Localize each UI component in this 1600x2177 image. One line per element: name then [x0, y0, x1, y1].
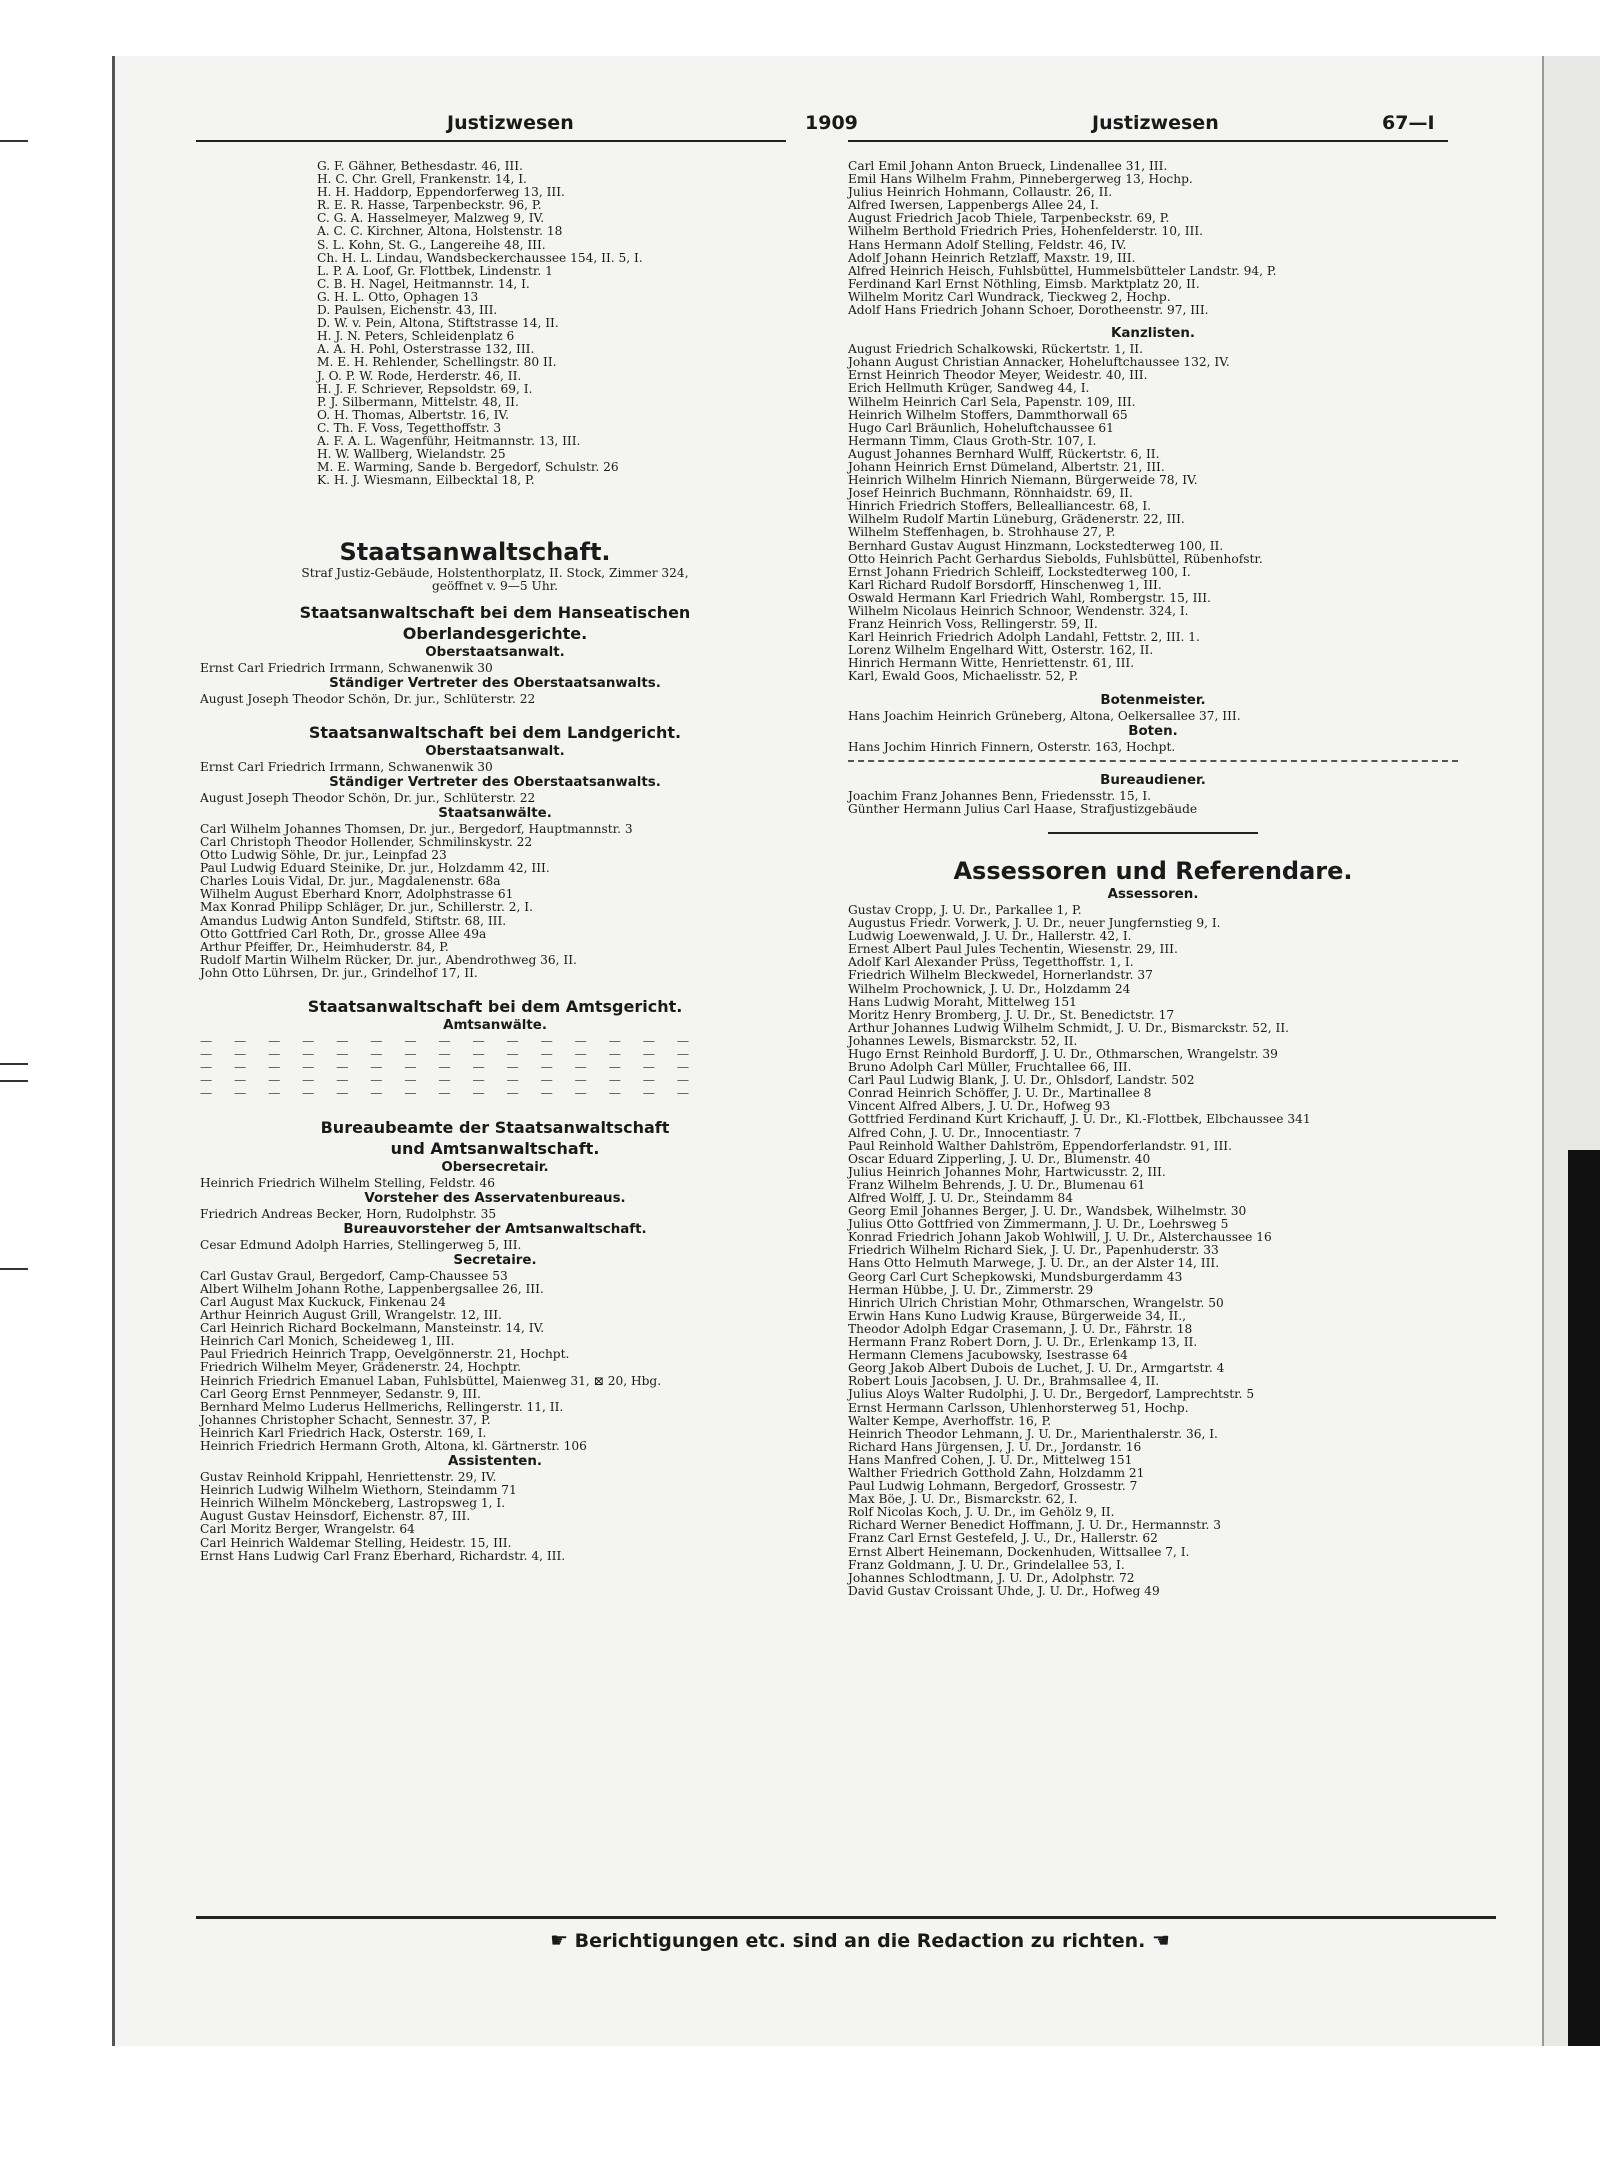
list-item: August Friedrich Schalkowski, Rückertstr. 1, II. [848, 342, 1143, 357]
list-item: Otto Gottfried Carl Roth, Dr., grosse Allee 49a [200, 926, 487, 941]
list-item: H. J. N. Peters, Schleidenplatz 6 [317, 329, 515, 344]
list-item: Heinrich Wilhelm Hinrich Niemann, Bürgerweide 78, IV. [848, 473, 1198, 488]
list-item: Otto Heinrich Pacht Gerhardus Siebolds, Fuhlsbüttel, Rübenhofstr. [848, 551, 1263, 566]
list-item: Ferdinand Karl Ernst Nöthling, Eimsb. Marktplatz 20, II. [848, 276, 1200, 291]
list-item: Ernst Johann Friedrich Schleiff, Lockstedterweg 100, I. [848, 564, 1191, 579]
list-item: Ernst Hans Ludwig Carl Franz Eberhard, Richardstr. 4, III. [200, 1548, 566, 1563]
left-column [200, 160, 790, 1563]
list-item: K. H. J. Wiesmann, Eilbecktal 18, P. [317, 473, 535, 488]
list-item: Franz Carl Ernst Gestefeld, J. U., Dr., Hallerstr. 62 [848, 1531, 1158, 1546]
list-item: Heinrich Friedrich Hermann Groth, Altona, kl. Gärtnerstr. 106 [200, 1439, 587, 1453]
list-item: Hans Joachim Heinrich Grüneberg, Altona, Oelkersallee 37, III. [848, 708, 1241, 723]
assistenten-list [200, 1471, 790, 1563]
list-item: Augustus Friedr. Vorwerk, J. U. Dr., neuer Jungfernstieg 9, I. [848, 916, 1221, 931]
dashed-divider [848, 760, 1458, 762]
list-item: A. F. A. L. Wagenführ, Heitmannstr. 13, III. [317, 433, 581, 448]
list-item: Paul Ludwig Eduard Steinike, Dr. jur., Holzdamm 42, III. [200, 861, 550, 876]
list-item: Wilhelm Rudolf Martin Lüneburg, Grädenerstr. 22, III. [848, 512, 1185, 527]
heading-staatsanwaelte: Staatsanwälte. [438, 805, 552, 821]
list-item: Ludwig Loewenwald, J. U. Dr., Hallerstr. 42, I. [848, 929, 1132, 944]
list-item: C. G. A. Hasselmeyer, Malzweg 9, IV. [317, 211, 545, 226]
list-item: H. H. Haddorp, Eppendorferweg 13, III. [317, 185, 565, 200]
list-item: M. E. Warming, Sande b. Bergedorf, Schulstr. 26 [317, 460, 619, 475]
list-item: Julius Otto Gottfried von Zimmermann, J. U. Dr., Loehrsweg 5 [848, 1217, 1229, 1232]
list-item: Adolf Johann Heinrich Retzlaff, Maxstr. 19, III. [848, 250, 1136, 265]
heading-amtsanwaelte: Amtsanwälte. [443, 1018, 547, 1034]
list-item: Wilhelm Berthold Friedrich Pries, Hohenfelderstr. 10, III. [848, 224, 1204, 239]
list-item: Hinrich Ulrich Christian Mohr, Othmarschen, Wrangelstr. 50 [848, 1295, 1224, 1310]
list-item: Paul Friedrich Heinrich Trapp, Oevelgönnerstr. 21, Hochpt. [200, 1347, 570, 1362]
list-item: Georg Emil Johannes Berger, J. U. Dr., Wandsbek, Wilhelmstr. 30 [848, 1204, 1247, 1219]
list-item: Hans Manfred Cohen, J. U. Dr., Mittelweg 151 [848, 1452, 1133, 1467]
list-item: Alfred Iwersen, Lappenbergs Allee 24, I. [848, 198, 1099, 213]
placeholder-row: — — — — — — — — — — — — — — — [200, 1073, 699, 1088]
header-left-title: Justizwesen [447, 112, 574, 134]
list-item: Ernst Hermann Carlsson, Uhlenhorsterweg 51, Hochp. [848, 1400, 1189, 1415]
section-title-staatsanwaltschaft: Staatsanwaltschaft. [339, 538, 611, 567]
left-top-list [200, 160, 790, 487]
list-item: Bruno Adolph Carl Müller, Fruchtallee 66, III. [848, 1060, 1132, 1075]
list-item: M. E. H. Rehlender, Schellingstr. 80 II. [317, 355, 557, 370]
header-rule-left [196, 140, 786, 142]
list-item: Johannes Lewels, Bismarckstr. 52, II. [848, 1033, 1078, 1048]
heading-botenmeister: Botenmeister. [1100, 692, 1206, 708]
list-item: August Friedrich Jacob Thiele, Tarpenbeckstr. 69, P. [848, 211, 1170, 226]
list-item: Carl Emil Johann Anton Brueck, Lindenallee 31, III. [848, 159, 1168, 173]
office-hours: geöffnet v. 9—5 Uhr. [431, 579, 559, 594]
subsection-title-oberlandesgericht-2: Oberlandesgerichte. [402, 623, 588, 643]
list-item: Charles Louis Vidal, Dr. jur., Magdalenenstr. 68a [200, 874, 501, 889]
list-item: Carl Georg Ernst Pennmeyer, Sedanstr. 9, III. [200, 1386, 481, 1401]
assessoren-list [848, 904, 1458, 1598]
list-item: Wilhelm Prochownick, J. U. Dr., Holzdamm 24 [848, 981, 1131, 996]
list-item: Arthur Pfeiffer, Dr., Heimhuderstr. 84, P. [200, 939, 449, 954]
list-item: Ernest Albert Paul Jules Techentin, Wiesenstr. 29, III. [848, 942, 1178, 957]
footer-notice [480, 1928, 1240, 1952]
list-item: Hans Ludwig Moraht, Mittelweg 151 [848, 994, 1077, 1009]
header-right-title: Justizwesen [1092, 112, 1219, 134]
list-item: G. F. Gähner, Bethesdastr. 46, III. [317, 159, 523, 173]
list-item: August Johannes Bernhard Wulff, Rückertstr. 6, II. [848, 446, 1160, 461]
list-item: Heinrich Wilhelm Stoffers, Dammthorwall 65 [848, 407, 1128, 422]
header-page-number: 67—I [1382, 112, 1435, 134]
list-item: Karl Heinrich Friedrich Adolph Landahl, Fettstr. 2, III. 1. [848, 630, 1200, 645]
scan-margin-top [0, 0, 1600, 56]
subsection-title-bureaubeamte-2: und Amtsanwaltschaft. [390, 1138, 600, 1158]
heading-assistenten: Assistenten. [448, 1454, 542, 1470]
list-item: Franz Heinrich Voss, Rellingerstr. 59, II. [848, 617, 1098, 632]
list-item: Julius Heinrich Hohmann, Collaustr. 26, II. [848, 185, 1113, 200]
footer-rule [196, 1916, 1496, 1919]
list-item: Karl Richard Rudolf Borsdorff, Hinschenweg 1, III. [848, 577, 1162, 592]
list-item: Heinrich Karl Friedrich Hack, Osterstr. 169, I. [200, 1425, 487, 1440]
list-item: Hugo Ernst Reinhold Burdorff, J. U. Dr., Othmarschen, Wrangelstr. 39 [848, 1046, 1278, 1061]
list-item: Richard Werner Benedict Hoffmann, J. U. Dr., Hermannstr. 3 [848, 1518, 1222, 1533]
edge-mark [0, 1063, 28, 1065]
list-item: Johannes Christopher Schacht, Sennestr. 37, P. [200, 1412, 491, 1427]
pointing-hand-left-icon: ☚ [1151, 1928, 1170, 1952]
list-item: Conrad Heinrich Schöffer, J. U. Dr., Martinallee 8 [848, 1086, 1152, 1101]
subsection-title-oberlandesgericht: Staatsanwaltschaft bei dem Hanseatischen [299, 602, 691, 622]
placeholder-row: — — — — — — — — — — — — — — — [200, 1034, 699, 1049]
heading-bureaudiener: Bureaudiener. [1100, 772, 1206, 788]
list-item: Carl August Max Kuckuck, Finkenau 24 [200, 1294, 446, 1309]
list-item: Hans Jochim Hinrich Finnern, Osterstr. 163, Hochpt. [848, 739, 1176, 754]
list-item: R. E. R. Hasse, Tarpenbeckstr. 96, P. [317, 198, 542, 213]
pointing-hand-right-icon: ☛ [550, 1928, 569, 1952]
list-item: Wilhelm Nicolaus Heinrich Schnoor, Wendenstr. 324, I. [848, 604, 1189, 618]
list-item: Hermann Clemens Jacubowsky, Isestrasse 64 [848, 1348, 1128, 1363]
list-item: Konrad Friedrich Johann Jakob Wohlwill, J. U. Dr., Alsterchaussee 16 [848, 1230, 1272, 1245]
list-item: H. W. Wallberg, Wielandstr. 25 [317, 447, 506, 462]
list-item: Herman Hübbe, J. U. Dr., Zimmerstr. 29 [848, 1282, 1094, 1297]
list-item: Rolf Nicolas Koch, J. U. Dr., im Gehölz 9, II. [848, 1505, 1115, 1520]
office-address: Straf Justiz-Gebäude, Holstenthorplatz, II. Stock, Zimmer 324, [301, 566, 689, 581]
list-item: Wilhelm Moritz Carl Wundrack, Tieckweg 2, Hochp. [848, 289, 1171, 304]
list-item: Julius Heinrich Johannes Mohr, Hartwicusstr. 2, III. [848, 1164, 1166, 1179]
list-item: Heinrich Wilhelm Mönckeberg, Lastropsweg 1, I. [200, 1496, 506, 1511]
heading-vertreter: Ständiger Vertreter des Oberstaatsanwalts. [329, 774, 661, 790]
list-item: Carl Heinrich Richard Bockelmann, Mansteinstr. 14, IV. [200, 1321, 545, 1336]
placeholder-row: — — — — — — — — — — — — — — — [200, 1086, 699, 1101]
list-item: Hermann Timm, Claus Groth-Str. 107, I. [848, 433, 1097, 448]
list-item: Amandus Ludwig Anton Sundfeld, Stiftstr. 68, III. [200, 913, 507, 928]
list-item: D. W. v. Pein, Altona, Stiftstrasse 14, II. [317, 316, 559, 331]
subsection-title-landgericht: Staatsanwaltschaft bei dem Landgericht. [308, 722, 682, 742]
list-item: Gottfried Ferdinand Kurt Krichauff, J. U. Dr., Kl.-Flottbek, Elbchaussee 341 [848, 1112, 1311, 1127]
list-item: Karl, Ewald Goos, Michaelisstr. 52, P. [848, 669, 1079, 684]
header-year: 1909 [805, 112, 858, 134]
list-item: Walther Friedrich Gotthold Zahn, Holzdamm 21 [848, 1465, 1145, 1480]
list-item: Erich Hellmuth Krüger, Sandweg 44, I. [848, 381, 1090, 396]
list-item: Hermann Franz Robert Dorn, J. U. Dr., Erlenkamp 13, II. [848, 1335, 1198, 1350]
list-item: Heinrich Friedrich Emanuel Laban, Fuhlsbüttel, Maienweg 31, ⊠ 20, Hbg. [200, 1373, 662, 1388]
list-item: O. H. Thomas, Albertstr. 16, IV. [317, 407, 509, 422]
heading-bureauvorsteher: Bureauvorsteher der Amtsanwaltschaft. [343, 1221, 647, 1237]
list-item: Gustav Reinhold Krippahl, Henriettenstr. 29, IV. [200, 1470, 497, 1485]
list-item: Franz Wilhelm Behrends, J. U. Dr., Blumenau 61 [848, 1177, 1146, 1192]
list-item: Vincent Alfred Albers, J. U. Dr., Hofweg 93 [848, 1099, 1111, 1114]
placeholder-row: — — — — — — — — — — — — — — — [200, 1060, 699, 1075]
list-item: Paul Reinhold Walther Dahlström, Eppendorferlandstr. 91, III. [848, 1138, 1232, 1153]
list-item: Walter Kempe, Averhoffstr. 16, P. [848, 1413, 1052, 1428]
list-item: Friedrich Andreas Becker, Horn, Rudolphstr. 35 [200, 1206, 497, 1221]
list-item: Carl Christoph Theodor Hollender, Schmilinskystr. 22 [200, 835, 533, 849]
list-item: Erwin Hans Kuno Ludwig Krause, Bürgerweide 34, II., [848, 1308, 1186, 1323]
list-item: Hinrich Friedrich Stoffers, Bellealliancestr. 68, I. [848, 499, 1152, 514]
list-item: G. H. L. Otto, Ophagen 13 [317, 289, 479, 304]
list-item: Gustav Cropp, J. U. Dr., Parkallee 1, P. [848, 902, 1082, 917]
footer-text: Berichtigungen etc. sind an die Redaction zu richten. [574, 1930, 1146, 1952]
list-item: A. C. C. Kirchner, Altona, Holstenstr. 18 [317, 224, 563, 239]
list-item: Friedrich Wilhelm Bleckwedel, Hornerlandstr. 37 [848, 968, 1153, 983]
heading-assessoren: Assessoren. [1107, 886, 1199, 902]
heading-secretaire: Secretaire. [453, 1252, 537, 1268]
list-item: Georg Carl Curt Schepkowski, Mundsburgerdamm 43 [848, 1269, 1183, 1284]
heading-vorsteher: Vorsteher des Asservatenbureaus. [364, 1190, 626, 1206]
list-item: S. L. Kohn, St. G., Langereihe 48, III. [317, 237, 546, 252]
list-item: Carl Moritz Berger, Wrangelstr. 64 [200, 1522, 415, 1537]
list-item: H. C. Chr. Grell, Frankenstr. 14, I. [317, 172, 527, 187]
list-item: Ernst Carl Friedrich Irrmann, Schwanenwik 30 [200, 759, 493, 774]
list-item: Joachim Franz Johannes Benn, Friedensstr. 15, I. [848, 788, 1152, 803]
list-item: Bernhard Gustav August Hinzmann, Lockstedterweg 100, II. [848, 538, 1224, 553]
list-item: Rudolf Martin Wilhelm Rücker, Dr. jur., Abendrothweg 36, II. [200, 952, 577, 967]
list-item: Adolf Karl Alexander Prüss, Tegetthoffstr. 1, I. [848, 955, 1134, 970]
list-item: Julius Aloys Walter Rudolphi, J. U. Dr., Bergedorf, Lamprechtstr. 5 [848, 1387, 1255, 1402]
list-item: Alfred Heinrich Heisch, Fuhlsbüttel, Hummelsbütteler Landstr. 94, P. [848, 263, 1277, 278]
list-item: Otto Ludwig Söhle, Dr. jur., Leinpfad 23 [200, 848, 447, 863]
edge-mark [0, 140, 28, 142]
list-item: Ernst Heinrich Theodor Meyer, Weidestr. 40, III. [848, 368, 1148, 383]
heading-boten: Boten. [1128, 723, 1178, 739]
list-item: Moritz Henry Bromberg, J. U. Dr., St. Benedictstr. 17 [848, 1007, 1175, 1022]
list-item: Emil Hans Wilhelm Frahm, Pinnebergerweg 13, Hochp. [848, 172, 1193, 187]
list-item: Georg Jakob Albert Dubois de Luchet, J. U. Dr., Armgartstr. 4 [848, 1361, 1225, 1376]
list-item: C. B. H. Nagel, Heitmannstr. 14, I. [317, 276, 530, 291]
list-item: Hinrich Hermann Witte, Henriettenstr. 61, III. [848, 656, 1135, 671]
section-divider [1048, 832, 1258, 834]
list-item: Paul Ludwig Lohmann, Bergedorf, Grossestr. 7 [848, 1479, 1138, 1494]
staatsanwaelte-list [200, 823, 790, 980]
list-item: Heinrich Ludwig Wilhelm Wiethorn, Steindamm 71 [200, 1483, 517, 1498]
list-item: Bernhard Melmo Luderus Hellmerichs, Rellingerstr. 11, II. [200, 1399, 564, 1414]
list-item: Johann Heinrich Ernst Dümeland, Albertstr. 21, III. [848, 459, 1165, 474]
edge-mark [0, 1268, 28, 1270]
list-item: Carl Heinrich Waldemar Stelling, Heidestr. 15, III. [200, 1535, 512, 1550]
subsection-title-bureaubeamte: Bureaubeamte der Staatsanwaltschaft [320, 1117, 670, 1137]
list-item: Johannes Schlodtmann, J. U. Dr., Adolphstr. 72 [848, 1570, 1135, 1585]
list-item: Albert Wilhelm Johann Rothe, Lappenbergsallee 26, III. [200, 1281, 544, 1296]
vacant-placeholder-rows [200, 1035, 790, 1100]
list-item: C. Th. F. Voss, Tegetthoffstr. 3 [317, 420, 502, 435]
section-title-assessoren: Assessoren und Referendare. [953, 856, 1353, 885]
header-rule-right [848, 140, 1448, 142]
right-top-list [848, 160, 1458, 317]
list-item: Ernst Carl Friedrich Irrmann, Schwanenwik 30 [200, 660, 493, 675]
list-item: Wilhelm August Eberhard Knorr, Adolphstrasse 61 [200, 887, 514, 902]
heading-oberstaatsanwalt: Oberstaatsanwalt. [425, 743, 565, 759]
list-item: Ch. H. L. Lindau, Wandsbeckerchaussee 154, II. 5, I. [317, 250, 643, 265]
right-column [848, 160, 1458, 1598]
scan-margin-bottom [0, 2046, 1600, 2177]
list-item: Hans Hermann Adolf Stelling, Feldstr. 46, IV. [848, 237, 1127, 252]
list-item: L. P. A. Loof, Gr. Flottbek, Lindenstr. 1 [317, 263, 553, 278]
heading-obersecretair: Obersecretair. [441, 1159, 549, 1175]
list-item: David Gustav Croissant Uhde, J. U. Dr., Hofweg 49 [848, 1583, 1160, 1598]
heading-oberstaatsanwalt: Oberstaatsanwalt. [425, 644, 565, 660]
list-item: Wilhelm Steffenhagen, b. Strohhause 27, P. [848, 525, 1116, 540]
kanzlisten-list [848, 343, 1458, 683]
list-item: Hugo Carl Bräunlich, Hoheluftchaussee 61 [848, 420, 1114, 435]
list-item: P. J. Silbermann, Mittelstr. 48, II. [317, 394, 519, 409]
list-item: Alfred Wolff, J. U. Dr., Steindamm 84 [848, 1191, 1074, 1205]
list-item: Carl Paul Ludwig Blank, J. U. Dr., Ohlsdorf, Landstr. 502 [848, 1073, 1195, 1088]
list-item: Max Konrad Philipp Schläger, Dr. jur., Schillerstr. 2, I. [200, 900, 533, 915]
list-item: Heinrich Carl Monich, Scheideweg 1, III. [200, 1334, 455, 1349]
list-item: Wilhelm Heinrich Carl Sela, Papenstr. 109, III. [848, 394, 1136, 409]
list-item: Oscar Eduard Zipperling, J. U. Dr., Blumenstr. 40 [848, 1151, 1151, 1166]
list-item: August Joseph Theodor Schön, Dr. jur., Schlüterstr. 22 [200, 691, 536, 706]
edge-mark [0, 1080, 28, 1082]
heading-kanzlisten: Kanzlisten. [1111, 326, 1195, 342]
scan-shadow [1568, 1150, 1600, 2046]
list-item: Günther Hermann Julius Carl Haase, Strafjustizgebäude [848, 801, 1198, 816]
placeholder-row: — — — — — — — — — — — — — — — [200, 1047, 699, 1062]
list-item: Carl Gustav Graul, Bergedorf, Camp-Chaussee 53 [200, 1268, 508, 1283]
list-item: Heinrich Friedrich Wilhelm Stelling, Feldstr. 46 [200, 1175, 495, 1190]
list-item: Cesar Edmund Adolph Harries, Stellingerweg 5, III. [200, 1237, 522, 1252]
list-item: H. J. F. Schriever, Repsoldstr. 69, I. [317, 381, 533, 396]
heading-vertreter: Ständiger Vertreter des Oberstaatsanwalts. [329, 675, 661, 691]
list-item: Adolf Hans Friedrich Johann Schoer, Dorotheenstr. 97, III. [848, 303, 1209, 318]
secretaire-list [200, 1270, 790, 1453]
list-item: A. A. H. Pohl, Osterstrasse 132, III. [317, 342, 535, 357]
list-item: J. O. P. W. Rode, Herderstr. 46, II. [317, 368, 522, 383]
list-item: Arthur Johannes Ludwig Wilhelm Schmidt, J. U. Dr., Bismarckstr. 52, II. [848, 1020, 1290, 1035]
list-item: Robert Louis Jacobsen, J. U. Dr., Brahmsallee 4, II. [848, 1374, 1160, 1389]
list-item: Ernst Albert Heinemann, Dockenhuden, Wittsallee 7, I. [848, 1544, 1190, 1559]
list-item: Hans Otto Helmuth Marwege, J. U. Dr., an der Alster 14, III. [848, 1256, 1220, 1271]
list-item: Franz Goldmann, J. U. Dr., Grindelallee 53, I. [848, 1557, 1125, 1572]
list-item: Lorenz Wilhelm Engelhard Witt, Osterstr. 162, II. [848, 643, 1154, 658]
list-item: August Gustav Heinsdorf, Eichenstr. 87, III. [200, 1509, 471, 1524]
list-item: Richard Hans Jürgensen, J. U. Dr., Jordanstr. 16 [848, 1439, 1142, 1454]
list-item: Carl Wilhelm Johannes Thomsen, Dr. jur., Bergedorf, Hauptmannstr. 3 [200, 821, 633, 836]
subsection-title-amtsgericht: Staatsanwaltschaft bei dem Amtsgericht. [307, 997, 683, 1017]
list-item: Heinrich Theodor Lehmann, J. U. Dr., Marienthalerstr. 36, I. [848, 1426, 1218, 1441]
list-item: Max Böe, J. U. Dr., Bismarckstr. 62, I. [848, 1492, 1078, 1507]
list-item: Josef Heinrich Buchmann, Rönnhaidstr. 69, II. [848, 486, 1133, 501]
list-item: Friedrich Wilhelm Richard Siek, J. U. Dr., Papenhuderstr. 33 [848, 1243, 1219, 1258]
list-item: John Otto Lührsen, Dr. jur., Grindelhof 17, II. [200, 965, 478, 980]
list-item: Oswald Hermann Karl Friedrich Wahl, Rombergstr. 15, III. [848, 590, 1211, 605]
list-item: Alfred Cohn, J. U. Dr., Innocentiastr. 7 [848, 1125, 1082, 1140]
list-item: D. Paulsen, Eichenstr. 43, III. [317, 303, 498, 318]
page-header [112, 112, 1542, 140]
list-item: Arthur Heinrich August Grill, Wrangelstr. 12, III. [200, 1308, 502, 1323]
list-item: Johann August Christian Annacker, Hoheluftchaussee 132, IV. [848, 355, 1230, 370]
list-item: Theodor Adolph Edgar Crasemann, J. U. Dr., Fährstr. 18 [848, 1321, 1193, 1336]
list-item: August Joseph Theodor Schön, Dr. jur., Schlüterstr. 22 [200, 790, 536, 805]
list-item: Friedrich Wilhelm Meyer, Grädenerstr. 24, Hochptr. [200, 1360, 522, 1375]
